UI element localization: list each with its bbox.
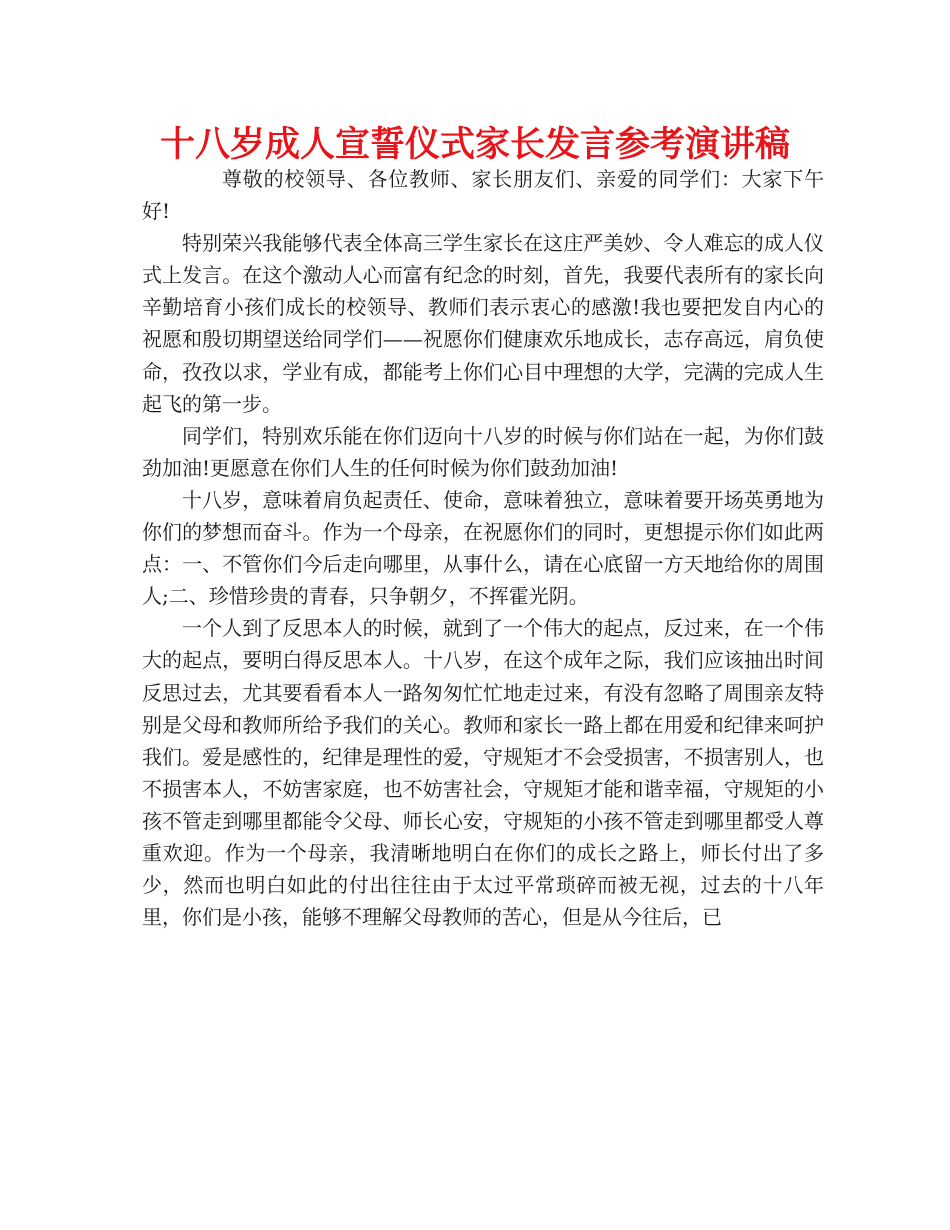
paragraph-reflection: 一个人到了反思本人的时候，就到了一个伟大的起点，反过来，在一个伟大的起点，要明白得反思本人。十八岁，在这个成年之际，我们应该抽出时间反思过去，尤其要看看本人一路匆匆忙忙地走过来，有没有忽略了周围亲友特别是父母和教师所给予我们的关心。教师和家长一路上都在用爱和纪律来呵护我们。爱是感性的，纪律是理性的爱，守规矩才不会受损害，不损害别人，也不损害本人，不妨害家庭，也不妨害社会，守规矩才能和谐幸福，守规矩的小孩不管走到哪里都能令父母、师长心安，守规矩的小孩不管走到哪里都受人尊重欢迎。作为一个母亲，我清晰地明白在你们的成长之路上，师长付出了多少，然而也明白如此的付出往往由于太过平常琐碎而被无视，过去的十八年里，你们是小孩，能够不理解父母教师的苦心，但是从今往后，已	[142, 616, 824, 930]
paragraph-greeting: 尊敬的校领导、各位教师、家长朋友们、亲爱的同学们：大家下午好!	[142, 167, 824, 224]
paragraph-eighteen: 十八岁，意味着肩负起责任、使命，意味着独立，意味着要开场英勇地为你们的梦想而奋斗。作为一个母亲，在祝愿你们的同时，更想提示你们如此两点：一、不管你们今后走向哪里，从事什么，请在心底留一方天地给你的周围人;二、珍惜珍贵的青春，只争朝夕，不挥霍光阴。	[142, 487, 824, 609]
paragraph-opening: 特别荣兴我能够代表全体高三学生家长在这庄严美妙、令人难忘的成人仪式上发言。在这个激动人心而富有纪念的时刻，首先，我要代表所有的家长向辛勤培育小孩们成长的校领导、教师们表示衷心的感激!我也要把发自内心的祝愿和殷切期望送给同学们——祝愿你们健康欢乐地成长，志存高远，肩负使命，孜孜以求，学业有成，都能考上你们心目中理想的大学，完满的完成人生起飞的第一步。	[142, 231, 824, 416]
document-body	[142, 163, 824, 933]
paragraph-encouragement: 同学们，特别欢乐能在你们迈向十八岁的时候与你们站在一起，为你们鼓劲加油!更愿意在你们人生的任何时候为你们鼓劲加油!	[142, 423, 824, 480]
document-title: 十八岁成人宣誓仪式家长发言参考演讲稿	[159, 125, 790, 165]
